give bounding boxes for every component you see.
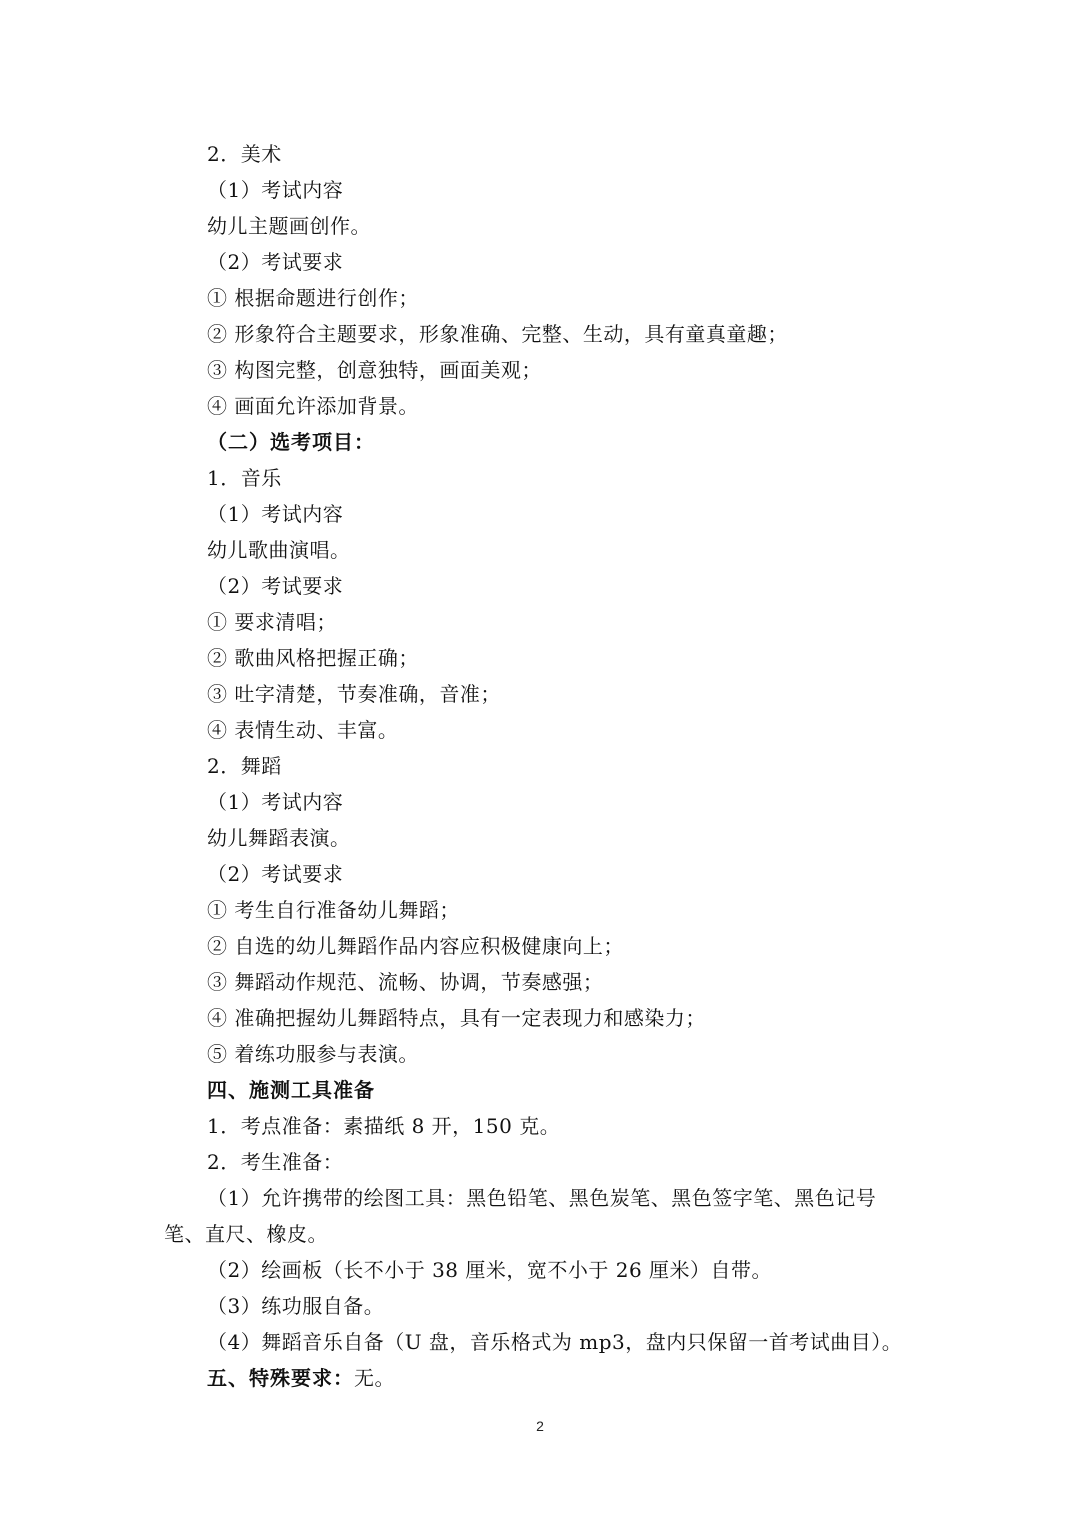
- section-art-title: 2．美术: [207, 142, 282, 166]
- art-requirement-2: ② 形象符合主题要求，形象准确、完整、生动，具有童真童趣；: [207, 322, 788, 346]
- allowed-drawing-tools-line-1: （1）允许携带的绘图工具：黑色铅笔、黑色炭笔、黑色签字笔、黑色记号: [207, 1186, 877, 1210]
- section-music-title: 1．音乐: [207, 466, 282, 490]
- dance-requirement-4: ④ 准确把握幼儿舞蹈特点，具有一定表现力和感染力；: [207, 1006, 706, 1030]
- venue-preparation: 1．考点准备：素描纸 8 开，150 克。: [207, 1114, 561, 1138]
- section-dance-title: 2．舞蹈: [207, 754, 282, 778]
- dance-music-requirement: （4）舞蹈音乐自备（U 盘，音乐格式为 mp3，盘内只保留一首考试曲目）。: [207, 1330, 903, 1354]
- music-requirement-1: ① 要求清唱；: [207, 610, 337, 634]
- special-requirements-value: 无。: [354, 1366, 395, 1390]
- music-exam-requirements-heading: （2）考试要求: [207, 574, 344, 598]
- dance-exam-content-text: 幼儿舞蹈表演。: [207, 826, 351, 850]
- art-exam-content-text: 幼儿主题画创作。: [207, 214, 371, 238]
- music-requirement-4: ④ 表情生动、丰富。: [207, 718, 399, 742]
- tools-section-heading: 四、施测工具准备: [207, 1078, 375, 1102]
- practice-clothes-requirement: （3）练功服自备。: [207, 1294, 385, 1318]
- dance-requirement-2: ② 自选的幼儿舞蹈作品内容应积极健康向上；: [207, 934, 624, 958]
- special-requirements-line: [207, 1364, 395, 1392]
- dance-requirement-1: ① 考生自行准备幼儿舞蹈；: [207, 898, 460, 922]
- music-requirement-3: ③ 吐字清楚，节奏准确，音准；: [207, 682, 501, 706]
- music-exam-content-text: 幼儿歌曲演唱。: [207, 538, 351, 562]
- art-requirement-1: ① 根据命题进行创作；: [207, 286, 419, 310]
- art-requirement-4: ④ 画面允许添加背景。: [207, 394, 419, 418]
- art-exam-content-heading: （1）考试内容: [207, 178, 344, 202]
- art-exam-requirements-heading: （2）考试要求: [207, 250, 344, 274]
- dance-requirement-5: ⑤ 着练功服参与表演。: [207, 1042, 419, 1066]
- dance-requirement-3: ③ 舞蹈动作规范、流畅、协调，节奏感强；: [207, 970, 604, 994]
- special-requirements-label: 五、特殊要求：: [207, 1366, 354, 1390]
- page-number: 2: [536, 1418, 544, 1434]
- art-requirement-3: ③ 构图完整，创意独特，画面美观；: [207, 358, 542, 382]
- dance-exam-content-heading: （1）考试内容: [207, 790, 344, 814]
- music-exam-content-heading: （1）考试内容: [207, 502, 344, 526]
- allowed-drawing-tools-line-2: 笔、直尺、橡皮。: [164, 1222, 328, 1246]
- dance-exam-requirements-heading: （2）考试要求: [207, 862, 344, 886]
- music-requirement-2: ② 歌曲风格把握正确；: [207, 646, 419, 670]
- drawing-board-requirement: （2）绘画板（长不小于 38 厘米，宽不小于 26 厘米）自带。: [207, 1258, 773, 1282]
- elective-section-heading: （二）选考项目：: [207, 430, 375, 454]
- candidate-preparation-heading: 2．考生准备：: [207, 1150, 344, 1174]
